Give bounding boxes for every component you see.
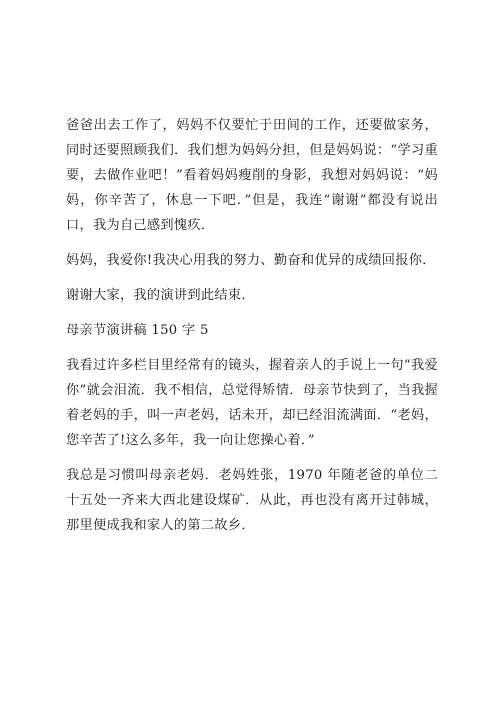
paragraph-tv-scenes: 我看过许多栏目里经常有的镜头，握着亲人的手说上一句“我爱你”就会泪流．我不相信，总觉得矫情．母亲节快到了，当我握着老妈的手，叫一声老妈，话未开，却已经泪流满面．“老妈，您辛苦了!这么多年，我一向让您操心着．” — [66, 358, 438, 448]
paragraph-family-work: 爸爸出去工作了，妈妈不仅要忙于田间的工作，还要做家务，同时还要照顾我们．我们想为妈妈分担，但是妈妈说：“学习重要，去做作业吧！”看着妈妈瘦削的身影，我想对妈妈说：“妈妈，你辛苦了，休息一下吧．”但是，我连“谢谢”都没有说出口，我为自己感到愧疚． — [66, 118, 438, 233]
section-title: 母亲节演讲稿 150 字 5 — [66, 323, 209, 338]
paragraph-mother-intro: 我总是习惯叫母亲老妈．老妈姓张，1970 年随老爸的单位二十五处一齐来大西北建设煤矿．从此，再也没有离开过韩城，那里便成我和家人的第二故乡． — [66, 468, 438, 533]
paragraph-love-mom: 妈妈，我爱你!我决心用我的努力、勤奋和优异的成绩回报你． — [66, 253, 436, 268]
paragraph-closing: 谢谢大家，我的演讲到此结束． — [66, 288, 255, 303]
document-body — [66, 113, 438, 538]
